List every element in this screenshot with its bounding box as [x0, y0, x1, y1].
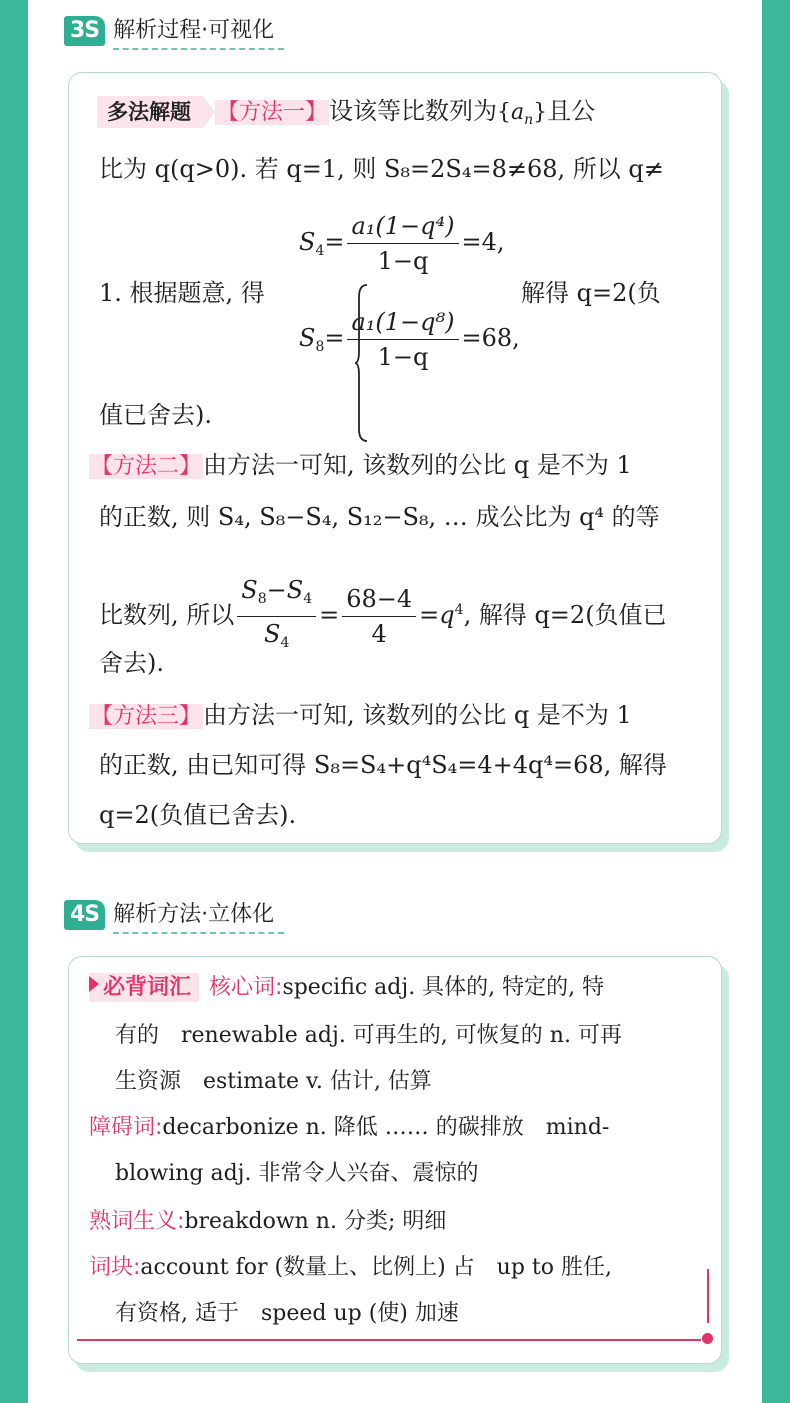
chunk-label: 词块:	[89, 1255, 141, 1280]
method-1-tag: 【方法一】	[217, 100, 328, 125]
line-3-lead: 1. 根据题意, 得	[99, 279, 265, 307]
fraction: $\frac{\text{a₁(1−q⁴)}}{1-q}$	[347, 209, 458, 278]
line-3-tail: 解得 q=2(负	[521, 279, 661, 307]
fraction: $\frac{S_8-S_4}{S_4}$	[237, 573, 316, 660]
vocab-line-7: 词块:account for (数量上、比例上) 占 up to 胜任,	[89, 1255, 612, 1280]
equation-1: $S_4=$ $\frac{\text{a₁(1−q⁴)}}{1-q}$ =4,	[299, 209, 505, 278]
text: 设该等比数列为	[329, 97, 498, 125]
line-7: 比数列, 所以 $\frac{S_8-S_4}{S_4}$ = $\frac{68-4}{4}$ $=q^4$, 解得 q=2(负值已	[99, 573, 667, 660]
line-11: q=2(负值已舍去).	[99, 801, 297, 829]
core-label: 核心词:	[209, 975, 283, 1000]
fraction: $\frac{\text{a₁(1−q⁸)}}{1-q}$	[347, 305, 458, 374]
line-4: 值已舍去).	[99, 401, 212, 429]
line-1	[97, 95, 595, 136]
line-9: 【方法三】由方法一可知, 该数列的公比 q 是不为 1	[91, 701, 632, 729]
fraction: $\frac{68-4}{4}$	[342, 582, 416, 651]
line-2: 比为 q(q>0). 若 q=1, 则 S₈=2S₄=8≠68, 所以 q≠	[99, 155, 664, 183]
line-6: 的正数, 则 S₄, S₈−S₄, S₁₂−S₈, … 成公比为 q⁴ 的等	[99, 503, 660, 531]
vocabulary-card	[68, 956, 722, 1364]
dot-icon	[702, 1333, 713, 1344]
method-2-tag: 【方法二】	[91, 454, 202, 479]
sequence-symbol: $\{a_n\}$	[497, 100, 548, 128]
line-8: 舍去).	[99, 649, 164, 677]
obstacle-label: 障碍词:	[89, 1115, 163, 1140]
text: 且公	[547, 97, 596, 125]
vocab-line-6: 熟词生义:breakdown n. 分类; 明细	[89, 1209, 447, 1234]
vocab-tag: 必背词汇	[89, 973, 199, 1002]
divider	[77, 1339, 701, 1341]
vocab-line-5: blowing adj. 非常令人兴奋、震惊的	[115, 1161, 479, 1186]
familiar-label: 熟词生义:	[89, 1209, 185, 1234]
multi-method-tag: 多法解题	[97, 96, 203, 128]
line-10: 的正数, 由已知可得 S₈=S₄+q⁴S₄=4+4q⁴=68, 解得	[99, 751, 667, 779]
vocab-line-1: 必背词汇 核心词:specific adj. 具体的, 特定的, 特	[89, 973, 604, 1003]
vocab-line-2: 有的 renewable adj. 可再生的, 可恢复的 n. 可再	[115, 1023, 622, 1048]
section-title: 解析方法·立体化	[113, 897, 284, 934]
section-badge: 3S	[64, 16, 105, 46]
section-title: 解析过程·可视化	[113, 13, 284, 50]
vocab-line-4: 障碍词:decarbonize n. 降低 …… 的碳排放 mind-	[89, 1115, 610, 1140]
equation-2: $S_8=$ $\frac{\text{a₁(1−q⁸)}}{1-q}$ =68,	[299, 305, 520, 374]
page	[28, 0, 762, 1403]
vocab-line-3: 生资源 estimate v. 估计, 估算	[115, 1069, 432, 1094]
section-badge: 4S	[64, 900, 105, 930]
method-3-tag: 【方法三】	[91, 704, 202, 729]
solution-card	[68, 72, 722, 844]
divider	[707, 1269, 709, 1323]
line-5: 【方法二】由方法一可知, 该数列的公比 q 是不为 1	[91, 451, 632, 479]
section-4s-header	[64, 898, 284, 932]
vocab-line-8: 有资格, 适于 speed up (使) 加速	[115, 1301, 459, 1326]
triangle-icon	[89, 976, 99, 992]
section-3s-header	[64, 14, 284, 48]
